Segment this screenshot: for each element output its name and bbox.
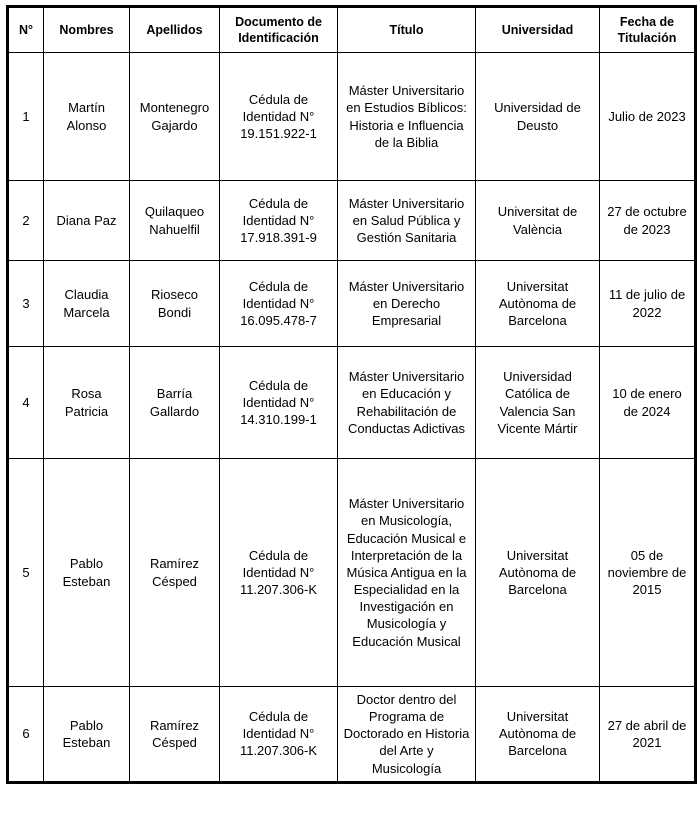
cell-documento: Cédula de Identidad N° 11.207.306-K — [220, 687, 338, 783]
cell-fecha: Julio de 2023 — [600, 53, 696, 181]
col-header-nombres: Nombres — [44, 7, 130, 53]
cell-documento: Cédula de Identidad N° 19.151.922-1 — [220, 53, 338, 181]
cell-numero: 6 — [8, 687, 44, 783]
cell-nombres: Pablo Esteban — [44, 687, 130, 783]
cell-fecha: 10 de enero de 2024 — [600, 347, 696, 459]
table-row — [8, 459, 696, 687]
cell-documento: Cédula de Identidad N° 14.310.199-1 — [220, 347, 338, 459]
cell-documento: Cédula de Identidad N° 17.918.391-9 — [220, 181, 338, 261]
cell-nombres: Martín Alonso — [44, 53, 130, 181]
cell-nombres: Claudia Marcela — [44, 261, 130, 347]
col-header-documento: Documento de Identificación — [220, 7, 338, 53]
cell-apellidos: Quilaqueo Nahuelfil — [130, 181, 220, 261]
cell-apellidos: Rioseco Bondi — [130, 261, 220, 347]
table-header — [8, 7, 696, 53]
cell-apellidos: Ramírez Césped — [130, 687, 220, 783]
table-row — [8, 687, 696, 783]
cell-titulo: Máster Universitario en Estudios Bíblicos: Historia e Influencia de la Biblia — [338, 53, 476, 181]
cell-nombres: Pablo Esteban — [44, 459, 130, 687]
cell-universidad: Universitat Autònoma de Barcelona — [476, 459, 600, 687]
col-header-apellidos: Apellidos — [130, 7, 220, 53]
cell-titulo: Máster Universitario en Derecho Empresarial — [338, 261, 476, 347]
cell-apellidos: Barría Gallardo — [130, 347, 220, 459]
cell-nombres: Diana Paz — [44, 181, 130, 261]
cell-universidad: Universidad Católica de Valencia San Vicente Mártir — [476, 347, 600, 459]
cell-fecha: 27 de abril de 2021 — [600, 687, 696, 783]
cell-numero: 5 — [8, 459, 44, 687]
col-header-fecha: Fecha de Titulación — [600, 7, 696, 53]
cell-fecha: 27 de octubre de 2023 — [600, 181, 696, 261]
header-row — [8, 7, 696, 53]
col-header-numero: N° — [8, 7, 44, 53]
titulation-table — [6, 5, 697, 784]
cell-documento: Cédula de Identidad N° 16.095.478-7 — [220, 261, 338, 347]
cell-numero: 4 — [8, 347, 44, 459]
cell-apellidos: Ramírez Césped — [130, 459, 220, 687]
cell-numero: 1 — [8, 53, 44, 181]
cell-universidad: Universitat de València — [476, 181, 600, 261]
table-row — [8, 261, 696, 347]
cell-universidad: Universidad de Deusto — [476, 53, 600, 181]
table-body — [8, 53, 696, 783]
cell-fecha: 05 de noviembre de 2015 — [600, 459, 696, 687]
table-row — [8, 53, 696, 181]
cell-nombres: Rosa Patricia — [44, 347, 130, 459]
cell-titulo: Doctor dentro del Programa de Doctorado en Historia del Arte y Musicología — [338, 687, 476, 783]
cell-universidad: Universitat Autònoma de Barcelona — [476, 687, 600, 783]
cell-titulo: Máster Universitario en Musicología, Educación Musical e Interpretación de la Música Antigua en la Especialidad en la Investigación en Musicología y Educación Musical — [338, 459, 476, 687]
col-header-universidad: Universidad — [476, 7, 600, 53]
table-row — [8, 347, 696, 459]
table-row — [8, 181, 696, 261]
cell-apellidos: Montenegro Gajardo — [130, 53, 220, 181]
cell-titulo: Máster Universitario en Educación y Rehabilitación de Conductas Adictivas — [338, 347, 476, 459]
cell-numero: 3 — [8, 261, 44, 347]
cell-universidad: Universitat Autònoma de Barcelona — [476, 261, 600, 347]
col-header-titulo: Título — [338, 7, 476, 53]
cell-titulo: Máster Universitario en Salud Pública y Gestión Sanitaria — [338, 181, 476, 261]
cell-numero: 2 — [8, 181, 44, 261]
cell-documento: Cédula de Identidad N° 11.207.306-K — [220, 459, 338, 687]
cell-fecha: 11 de julio de 2022 — [600, 261, 696, 347]
